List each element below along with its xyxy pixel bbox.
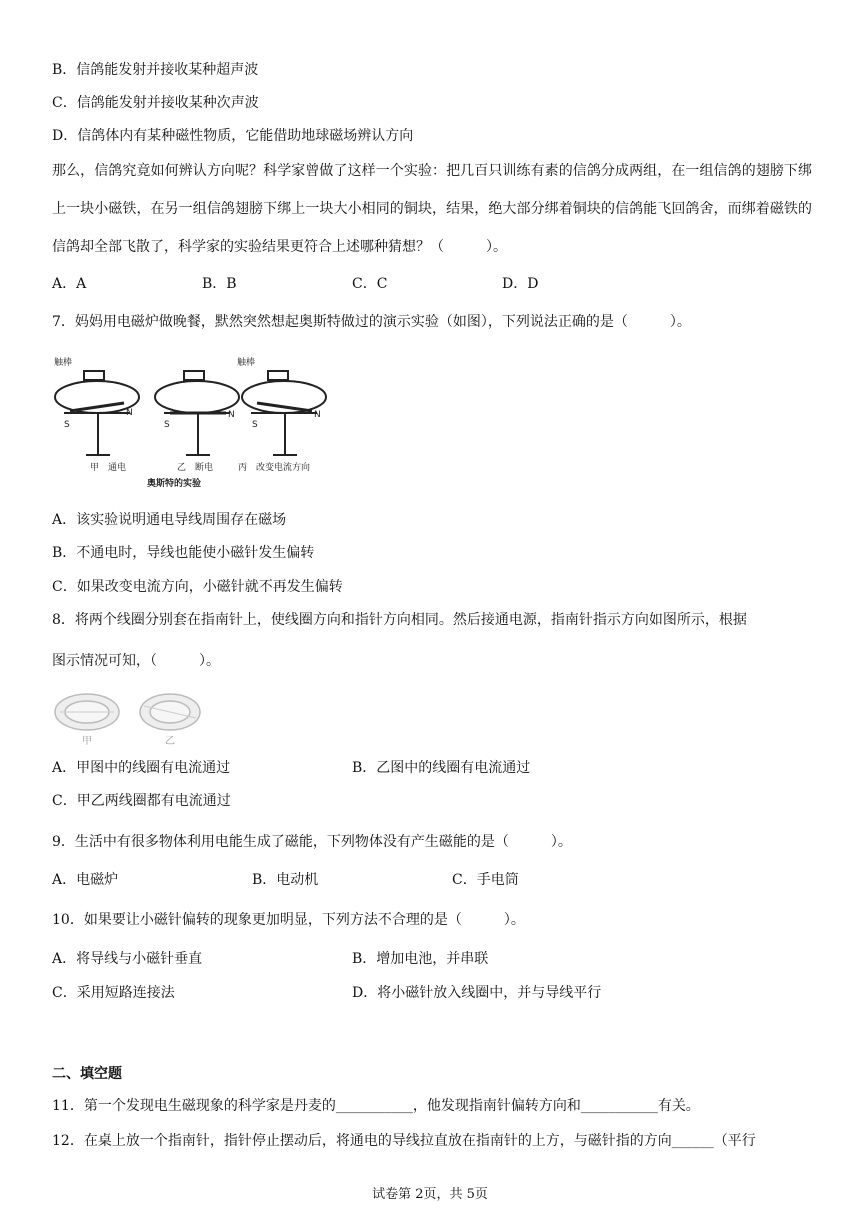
q8-option-a: A．甲图中的线圈有电流通过 [52,760,231,776]
figure-caption: 奥斯特的实验 [147,479,202,489]
pole-s-1: S [64,420,70,430]
q12-text: 12．在桌上放一个指南针，指针停止摆动后，将通电的导线拉直放在指南针的上方，与磁针指的方向______（平行 [52,1133,756,1149]
q7-stem: 7．妈妈用电磁炉做晚餐，默然突然想起奥斯特做过的演示实验（如图），下列说法正确的是（ ）。 [52,314,691,330]
coil-label-yi: 乙 [165,736,175,747]
q6-option-c: C．信鸽能发射并接收某种次声波 [52,95,259,111]
q9-option-a: A．电磁炉 [52,872,119,888]
pole-n-1: N [126,408,133,418]
wire-label-1: 触棒 [54,358,73,368]
coil-label-jia: 甲 [82,736,92,747]
q6-option-d: D．信鸽体内有某种磁性物质，它能借助地球磁场辨认方向 [52,128,414,144]
pole-n-3: N [314,410,321,420]
q8-stem-line1: 8．将两个线圈分别套在指南针上，使线圈方向和指针方向相同。然后接通电源，指南针指示方向如图所示，根据 [52,612,747,628]
q10-option-d: D．将小磁针放入线圈中，并与导线平行 [352,985,602,1001]
q6-answer-b: B．B [202,276,237,292]
q9-option-b: B．电动机 [252,872,319,888]
q10-option-a: A．将导线与小磁针垂直 [52,951,203,967]
figure-label-bing: 丙 改变电流方向 [238,463,311,473]
q8-option-c: C．甲乙两线圈都有电流通过 [52,793,231,809]
oersted-experiment-figure [52,355,342,490]
q11-text: 11．第一个发现电生磁现象的科学家是丹麦的___________，他发现指南针偏转方向和___________有关。 [52,1098,700,1114]
pole-s-2: S [164,420,170,430]
pole-s-3: S [252,420,258,430]
q7-option-b: B．不通电时，导线也能使小磁针发生偏转 [52,545,315,561]
q8-option-b: B．乙图中的线圈有电流通过 [352,760,531,776]
q7-option-a: A．该实验说明通电导线周围存在磁场 [52,512,287,528]
q10-option-b: B．增加电池，并串联 [352,951,489,967]
q10-stem: 10．如果要让小磁针偏转的现象更加明显，下列方法不合理的是（ ）。 [52,912,525,928]
pole-n-2: N [228,410,235,420]
q9-stem: 9．生活中有很多物体利用电能生成了磁能，下列物体没有产生磁能的是（ ）。 [52,834,572,850]
q10-option-c: C．采用短路连接法 [52,985,175,1001]
q8-stem-line2: 图示情况可知，（ ）。 [52,653,220,669]
section-heading-fill-in: 二、填空题 [52,1066,122,1082]
q7-option-c: C．如果改变电流方向，小磁针就不再发生偏转 [52,579,343,595]
q6-paragraph: 那么，信鸽究竟如何辨认方向呢？科学家曾做了这样一个实验：把几百只训练有素的信鸽分成两组，在一组信鸽的翅膀下绑上一块小磁铁，在另一组信鸽翅膀下绑上一块大小相同的铜块，结果，绝大部分绑着铜块的信鸽能飞回鸽舍，而绑着磁铁的信鸽却全部飞散了，科学家的实验结果更符合上述哪种猜想？（ ）。 [52,163,812,255]
q6-option-b: B．信鸽能发射并接收某种超声波 [52,62,259,78]
figure-label-yi: 乙 断电 [177,463,214,473]
coil-compass-figure [52,690,212,750]
q6-answer-d: D．D [502,276,539,292]
figure-label-jia: 甲 通电 [90,463,127,473]
q9-option-c: C．手电筒 [452,872,519,888]
q6-answer-c: C．C [352,276,388,292]
wire-label-3: 触棒 [237,358,256,368]
page-footer: 试卷第 2页，共 5页 [372,1187,488,1202]
q6-answer-a: A．A [52,276,87,292]
